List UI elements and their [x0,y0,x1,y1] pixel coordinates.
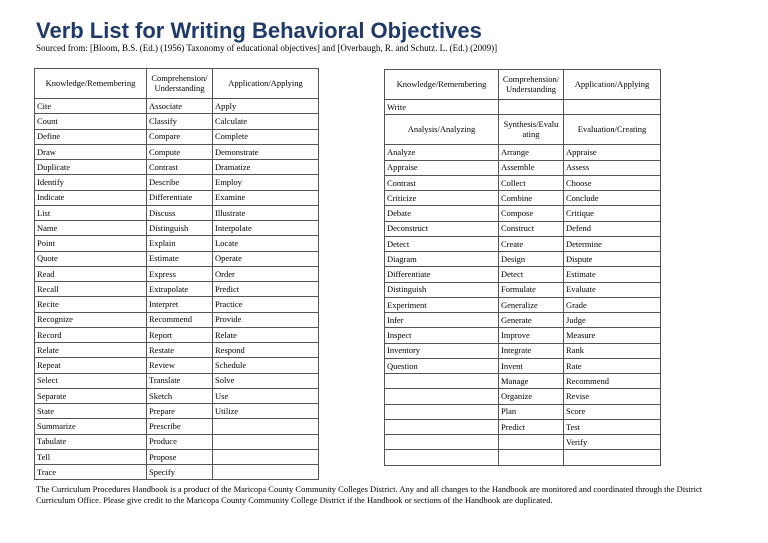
verb-cell-knowledge: Indicate [35,190,147,205]
table-row [385,267,661,282]
verb-cell-knowledge: Relate [35,343,147,358]
verb-cell-knowledge: Quote [35,251,147,266]
verb-cell-comprehension: Restate [147,343,213,358]
table-row [385,145,661,160]
verb-cell-analysis: Appraise [385,160,499,175]
header-row [385,70,661,100]
verb-cell-comprehension: Compare [147,129,213,144]
verb-cell-application: Interpolate [213,221,319,236]
verb-cell-synthesis [499,435,564,450]
verb-cell-synthesis: Collect [499,175,564,190]
table-row [385,450,661,465]
verb-cell-knowledge: Define [35,129,147,144]
verb-cell-comprehension: Sketch [147,388,213,403]
table-row [35,282,319,297]
verb-cell-synthesis: Combine [499,191,564,206]
table-row [35,99,319,114]
verb-cell-evaluation: Grade [564,297,661,312]
verb-cell-knowledge: Read [35,266,147,281]
verb-cell-application: Order [213,266,319,281]
table-row [35,160,319,175]
verb-cell-comprehension: Explain [147,236,213,251]
verb-cell-application: Calculate [213,114,319,129]
verb-cell-comprehension: Extrapolate [147,282,213,297]
verb-cell-evaluation: Conclude [564,191,661,206]
table-row [385,100,661,115]
table-row [385,374,661,389]
verb-cell-application: Examine [213,190,319,205]
verb-cell-application: Utilize [213,404,319,419]
verb-cell-comprehension: Contrast [147,160,213,175]
verb-cell-comprehension: Prepare [147,404,213,419]
verb-cell-analysis: Diagram [385,252,499,267]
verb-cell-application: Relate [213,327,319,342]
table-cell: Write [385,100,499,115]
verb-cell-evaluation [564,450,661,465]
table-row [35,358,319,373]
table-row [385,297,661,312]
verb-cell-analysis: Infer [385,313,499,328]
table-row [35,388,319,403]
header-row [385,115,661,145]
verb-cell-comprehension: Report [147,327,213,342]
verb-cell-evaluation: Judge [564,313,661,328]
table-row [35,449,319,464]
column-header-evaluation: Evaluation/Creating [564,115,661,145]
verb-cell-evaluation: Evaluate [564,282,661,297]
table-row [35,251,319,266]
table-row [35,404,319,419]
verb-cell-application: Locate [213,236,319,251]
verb-cell-knowledge: Draw [35,144,147,159]
table-row [385,343,661,358]
verb-cell-synthesis: Improve [499,328,564,343]
verb-cell-synthesis: Arrange [499,145,564,160]
verb-cell-analysis [385,435,499,450]
verb-cell-comprehension: Recommend [147,312,213,327]
verb-cell-synthesis [499,450,564,465]
verb-cell-evaluation: Test [564,419,661,434]
verb-cell-analysis: Question [385,358,499,373]
table-row [385,328,661,343]
verb-cell-synthesis: Organize [499,389,564,404]
table-row [385,221,661,236]
verb-cell-application: Demonstrate [213,144,319,159]
verb-cell-synthesis: Generate [499,313,564,328]
verb-cell-knowledge: Repeat [35,358,147,373]
verb-cell-evaluation: Revise [564,389,661,404]
column-header-application: Application/Applying [564,70,661,100]
verb-cell-analysis: Analyze [385,145,499,160]
verb-cell-knowledge: Identify [35,175,147,190]
verb-cell-comprehension: Describe [147,175,213,190]
table-row [35,175,319,190]
verb-cell-comprehension: Interpret [147,297,213,312]
verb-cell-evaluation: Estimate [564,267,661,282]
verb-cell-synthesis: Compose [499,206,564,221]
table-row [35,327,319,342]
table-cell [564,100,661,115]
verb-cell-synthesis: Detect [499,267,564,282]
verb-cell-analysis: Differentiate [385,267,499,282]
verb-cell-knowledge: Summarize [35,419,147,434]
table-row [35,114,319,129]
verb-cell-knowledge: Record [35,327,147,342]
verb-cell-comprehension: Compute [147,144,213,159]
table-row [35,129,319,144]
table-row [35,343,319,358]
table-row [35,312,319,327]
verb-cell-application: Apply [213,99,319,114]
footer-note: The Curriculum Procedures Handbook is a product of the Maricopa County Community Colleges District. Any and all changes to the Handbook are monitored and coordinated through the District Curriculum Office. Please give credit to the Maricopa County Community College District if the Handbook or sections of the Handbook are duplicated. [36,484,703,505]
verb-cell-synthesis: Assemble [499,160,564,175]
verb-cell-analysis: Distinguish [385,282,499,297]
verb-cell-knowledge: Cite [35,99,147,114]
table-row [385,419,661,434]
verb-cell-application: Provide [213,312,319,327]
table-row [385,175,661,190]
verb-cell-comprehension: Discuss [147,205,213,220]
column-header-comprehension: Comprehension/ Understanding [147,69,213,99]
table-row [35,465,319,480]
verb-cell-evaluation: Defend [564,221,661,236]
table-row [35,205,319,220]
verb-cell-synthesis: Generalize [499,297,564,312]
table-row [385,435,661,450]
table-row [35,434,319,449]
verb-cell-comprehension: Translate [147,373,213,388]
verb-cell-knowledge: Select [35,373,147,388]
table-row [385,236,661,251]
verb-cell-synthesis: Predict [499,419,564,434]
verb-table-left [34,68,319,480]
verb-cell-evaluation: Assess [564,160,661,175]
table-row [385,282,661,297]
table-row [385,206,661,221]
verb-cell-knowledge: Recall [35,282,147,297]
verb-cell-evaluation: Determine [564,236,661,251]
verb-cell-evaluation: Rate [564,358,661,373]
verb-cell-evaluation: Measure [564,328,661,343]
column-header-comprehension: Comprehension/ Understanding [499,70,564,100]
table-row [35,236,319,251]
verb-cell-analysis [385,419,499,434]
table-cell [499,100,564,115]
verb-cell-evaluation: Dispute [564,252,661,267]
column-header-knowledge: Knowledge/Remembering [385,70,499,100]
verb-cell-application: Dramatize [213,160,319,175]
verb-cell-synthesis: Plan [499,404,564,419]
table-row [35,221,319,236]
verb-cell-analysis [385,389,499,404]
verb-cell-comprehension: Classify [147,114,213,129]
verb-cell-analysis: Inventory [385,343,499,358]
verb-cell-synthesis: Formulate [499,282,564,297]
verb-cell-comprehension: Propose [147,449,213,464]
table-row [385,160,661,175]
verb-cell-analysis: Deconstruct [385,221,499,236]
verb-cell-comprehension: Produce [147,434,213,449]
verb-cell-knowledge: Recite [35,297,147,312]
verb-cell-knowledge: List [35,205,147,220]
verb-cell-analysis [385,404,499,419]
verb-cell-analysis: Experiment [385,297,499,312]
verb-cell-knowledge: Recognize [35,312,147,327]
table-row [35,373,319,388]
source-citation: Sourced from: [Bloom, B.S. (Ed.) (1956) Taxonomy of educational objectives] and [Overbaugh, R. and Schutz. L. (Ed.) (2009)] [36,43,498,53]
verb-cell-application: Solve [213,373,319,388]
verb-cell-synthesis: Design [499,252,564,267]
table-row [385,313,661,328]
table-row [35,266,319,281]
column-header-synthesis: Synthesis/Evalu ating [499,115,564,145]
verb-cell-evaluation: Recommend [564,374,661,389]
verb-cell-evaluation: Choose [564,175,661,190]
verb-cell-knowledge: Trace [35,465,147,480]
verb-cell-knowledge: Name [35,221,147,236]
verb-cell-knowledge: Count [35,114,147,129]
verb-cell-comprehension: Distinguish [147,221,213,236]
verb-cell-analysis: Detect [385,236,499,251]
verb-cell-knowledge: Duplicate [35,160,147,175]
table-row [35,419,319,434]
verb-cell-comprehension: Review [147,358,213,373]
verb-cell-application: Complete [213,129,319,144]
table-row [35,190,319,205]
verb-cell-knowledge: Separate [35,388,147,403]
page-title: Verb List for Writing Behavioral Objectives [36,18,482,43]
verb-cell-analysis: Contrast [385,175,499,190]
verb-cell-application: Schedule [213,358,319,373]
verb-cell-evaluation: Appraise [564,145,661,160]
verb-cell-comprehension: Specify [147,465,213,480]
table-row [385,191,661,206]
verb-cell-application [213,465,319,480]
table-row [385,358,661,373]
verb-cell-analysis [385,450,499,465]
verb-cell-analysis [385,374,499,389]
verb-cell-comprehension: Estimate [147,251,213,266]
verb-cell-synthesis: Manage [499,374,564,389]
verb-cell-evaluation: Verify [564,435,661,450]
verb-cell-synthesis: Construct [499,221,564,236]
verb-cell-comprehension: Prescribe [147,419,213,434]
column-header-knowledge: Knowledge/Remembering [35,69,147,99]
verb-cell-application: Predict [213,282,319,297]
verb-cell-evaluation: Score [564,404,661,419]
verb-cell-application [213,449,319,464]
table-row [35,297,319,312]
verb-cell-knowledge: Tell [35,449,147,464]
verb-cell-analysis: Debate [385,206,499,221]
verb-cell-analysis: Criticize [385,191,499,206]
table-row [385,252,661,267]
verb-cell-synthesis: Invent [499,358,564,373]
verb-cell-comprehension: Express [147,266,213,281]
verb-cell-application: Operate [213,251,319,266]
verb-cell-application: Use [213,388,319,403]
verb-cell-evaluation: Rank [564,343,661,358]
verb-cell-application: Respond [213,343,319,358]
table-row [385,404,661,419]
verb-cell-synthesis: Create [499,236,564,251]
verb-cell-application: Illustrate [213,205,319,220]
verb-cell-evaluation: Critique [564,206,661,221]
column-header-analysis: Analysis/Analyzing [385,115,499,145]
verb-table-right [384,69,661,466]
column-header-application: Application/Applying [213,69,319,99]
verb-cell-knowledge: Tabulate [35,434,147,449]
verb-cell-comprehension: Associate [147,99,213,114]
header-row [35,69,319,99]
verb-cell-knowledge: Point [35,236,147,251]
verb-cell-application: Employ [213,175,319,190]
verb-cell-application [213,419,319,434]
verb-cell-application [213,434,319,449]
table-row [35,144,319,159]
verb-cell-analysis: Inspect [385,328,499,343]
table-row [385,389,661,404]
verb-cell-knowledge: State [35,404,147,419]
verb-cell-synthesis: Integrate [499,343,564,358]
verb-cell-application: Practice [213,297,319,312]
verb-cell-comprehension: Differentiate [147,190,213,205]
